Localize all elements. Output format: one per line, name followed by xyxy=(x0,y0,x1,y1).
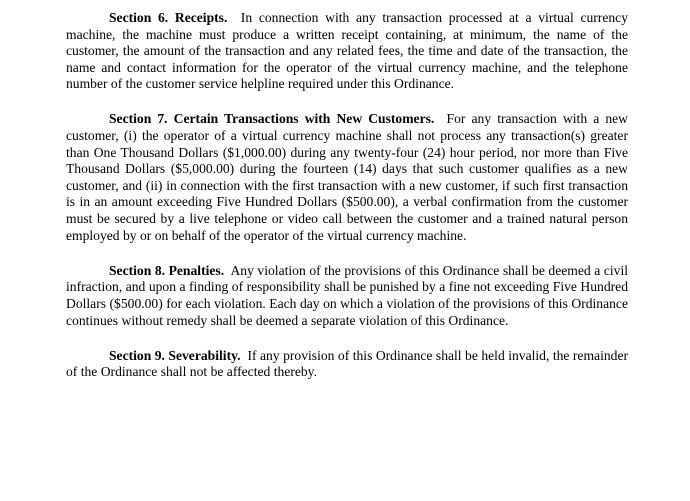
section-body: For any transaction with a new customer, (i) the operator of a virtual currency machine shall not process any transaction(s) greater than One Thousand Dollars ($1,000.00) during any twenty-four (24) hour period, nor more than Five Thousand Dollars ($5,000.00) during the fourteen (14) days that such customer qualifies as a new customer, and (ii) in connection with the first transaction with a new customer, if such first transaction is in an amount exceeding Five Hundred Dollars ($500.00), a verbal confirmation from the customer must be secured by a live telephone or video call between the customer and a trained natural person employed by or on behalf of the operator of the virtual currency machine. xyxy=(66,111,628,243)
section-body: Any violation of the provisions of this Ordinance shall be deemed a civil infraction, and upon a finding of responsibility shall be punished by a fine not exceeding Five Hundred Dollars ($500.00) for each violation. Each day on which a violation of the provisions of this Ordinance continues without remedy shall be deemed a separate violation of this Ordinance. xyxy=(66,262,629,328)
section-body: In connection with any transaction processed at a virtual currency machine, the machine must produce a written receipt containing, at minimum, the name of the customer, the amount of the transaction and any related fees, the time and date of the transaction, the name and contact information for the operator of the virtual currency machine, and the telephone number of the customer service helpline required under this Ordinance. xyxy=(66,10,628,92)
section-body: If any provision of this Ordinance shall be held invalid, the remainder of the Ordinance shall not be affected thereby. xyxy=(66,347,629,380)
section-7-new-customers xyxy=(66,111,628,244)
section-6-receipts xyxy=(66,10,628,93)
section-8-penalties xyxy=(66,263,628,329)
section-heading: Section 9. Severability. xyxy=(109,347,241,363)
section-heading: Section 7. Certain Transactions with New Customers. xyxy=(109,111,435,127)
document-page xyxy=(66,10,628,399)
section-heading: Section 6. Receipts. xyxy=(109,10,228,25)
section-9-severability xyxy=(66,348,628,381)
section-heading: Section 8. Penalties. xyxy=(109,262,225,278)
